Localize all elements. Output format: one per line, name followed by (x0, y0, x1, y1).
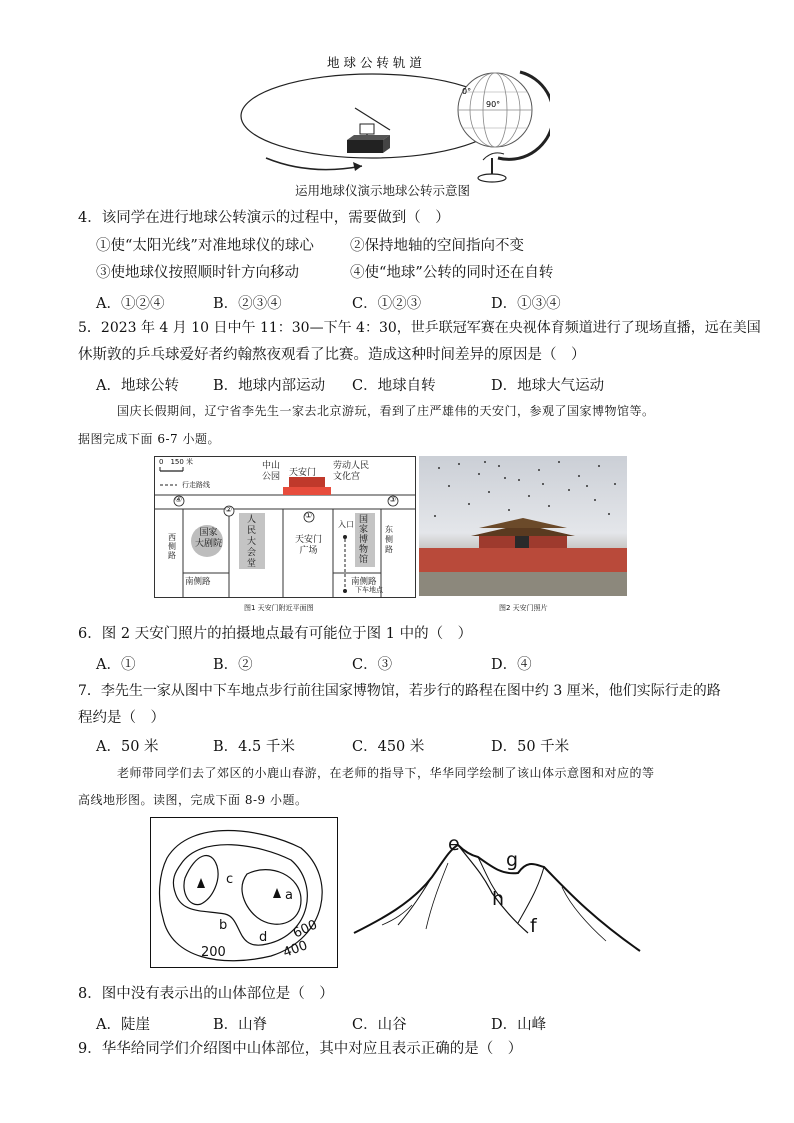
contour-label-600: 600 (290, 917, 320, 942)
q7-option-c[interactable]: C．450 米 (352, 739, 425, 755)
map-museum: 国 家 博 物 馆 (359, 515, 369, 565)
q8-option-b[interactable]: B．山脊 (213, 1017, 268, 1033)
q5-line-1: 5．2023 年 4 月 10 日中午 11：30—下午 4：30，世乒联冠军赛在央视体育频道进行了现场直播，远在美国 (78, 320, 761, 336)
q5-option-b[interactable]: B．地球内部运动 (213, 378, 326, 394)
map-west-road: 西 侧 路 (168, 533, 176, 560)
q8-option-c[interactable]: C．山谷 (352, 1017, 407, 1033)
q6-option-d[interactable]: D．④ (491, 657, 532, 673)
tiananmen-photo (419, 456, 627, 596)
contour-label-d: d (259, 930, 268, 945)
q8-stem: 8．图中没有表示出的山体部位是（ ） (78, 986, 334, 1002)
mountain-label-e: e (448, 833, 460, 855)
lamp-icon (360, 124, 374, 134)
lamp-base (347, 140, 383, 153)
q7-option-b[interactable]: B．4.5 千米 (213, 739, 295, 755)
mountain-label-f: f (530, 915, 537, 937)
q7-line-1: 7．李先生一家从图中下车地点步行前往国家博物馆，若步行的路程在图中约 3 厘米，他们实际行走的路 (78, 683, 721, 699)
q4-option-a[interactable]: A．①②④ (96, 296, 165, 312)
mountain-label-g: g (506, 849, 519, 871)
intro67-line-1: 国庆长假期间，辽宁省李先生一家去北京游玩，看到了庄严雄伟的天安门，参观了国家博物馆等。 (117, 404, 655, 418)
map-laodong: 劳动人民 文化宫 (333, 461, 370, 482)
q6-option-c[interactable]: C．③ (352, 657, 393, 673)
q7-option-d[interactable]: D．50 千米 (491, 739, 570, 755)
intro89-line-1: 老师带同学们去了郊区的小鹿山春游，在老师的指导下，华华同学绘制了该山体示意图和对应的等 (117, 766, 655, 780)
contour-label-400: 400 (281, 938, 310, 961)
map-walk-route-legend: 行走路线 (182, 481, 210, 489)
contour-map (150, 817, 338, 968)
orbit-figure (230, 50, 550, 195)
mountain-label-h: h (492, 888, 505, 910)
map-tiananmen: 天安门 (289, 468, 317, 478)
q7-option-a[interactable]: A．50 米 (96, 739, 159, 755)
map-point-3: ③ (389, 495, 397, 504)
q4-stem: 4．该同学在进行地球公转演示的过程中，需要做到（ ） (78, 210, 450, 226)
q4-statement-4: ④使“地球”公转的同时还在自转 (350, 265, 554, 281)
orbit-diagram (230, 50, 550, 195)
globe-icon (458, 72, 550, 182)
peak-marker-icon (197, 878, 205, 888)
q8-option-d[interactable]: D．山峰 (491, 1017, 547, 1033)
deg90-label: 90° (486, 100, 501, 109)
contour-label-a: a (285, 888, 293, 903)
q6-option-a[interactable]: A．① (96, 657, 136, 673)
map-theatre: 国家 大剧院 (195, 528, 223, 549)
q4-option-d[interactable]: D．①③④ (491, 296, 561, 312)
peak-marker-icon (273, 888, 281, 898)
map-point-2: ② (225, 505, 233, 514)
deg0-label: 0° (462, 87, 472, 96)
caption-fig1: 图1 天安门附近平面图 (244, 604, 314, 612)
pigeons (434, 461, 616, 517)
map-entrance: 入口 (338, 520, 354, 529)
q6-option-b[interactable]: B．② (213, 657, 253, 673)
contour-label-b: b (219, 918, 228, 933)
mountain-sketch (352, 833, 642, 959)
map-point-1: ① (305, 511, 313, 520)
map-zhongshan: 中山 公园 (262, 461, 281, 482)
q5-option-a[interactable]: A．地球公转 (96, 378, 179, 394)
orbit-label: 地 球 公 转 轨 道 (327, 55, 422, 70)
arrow-head-icon (353, 162, 362, 171)
q5-option-d[interactable]: D．地球大气运动 (491, 378, 605, 394)
q7-line-2: 程约是（ ） (78, 710, 165, 726)
q4-statement-1: ①使“太阳光线”对准地球仪的球心 (96, 238, 314, 254)
map-south-road-east: 南侧路 (351, 577, 377, 587)
q6-stem: 6．图 2 天安门照片的拍摄地点最有可能位于图 1 中的（ ） (78, 626, 473, 642)
q5-option-c[interactable]: C．地球自转 (352, 378, 436, 394)
intro89-line-2: 高线地形图。读图，完成下面 8-9 小题。 (78, 793, 308, 807)
map-dropoff: 下车地点 (355, 586, 383, 594)
map-east-road: 东 侧 路 (385, 525, 393, 554)
map-point-4: ④ (175, 495, 183, 504)
q4-statement-2: ②保持地轴的空间指向不变 (350, 238, 524, 254)
q9-stem: 9．华华给同学们介绍图中山体部位，其中对应且表示正确的是（ ） (78, 1041, 523, 1057)
contour-drawing (151, 818, 337, 967)
caption-fig2: 图2 天安门照片 (499, 604, 548, 612)
q5-line-2: 休斯敦的乒乓球爱好者约翰熬夜观看了比赛。造成这种时间差异的原因是（ ） (78, 347, 586, 363)
gate-wall (419, 548, 627, 572)
contour-label-c: c (226, 872, 234, 887)
direction-arrow (266, 158, 362, 170)
map-south-road-west: 南侧路 (185, 577, 211, 587)
q4-option-c[interactable]: C．①②③ (352, 296, 422, 312)
map-square: 天安门 广场 (295, 535, 323, 556)
intro67-line-2: 据图完成下面 6-7 小题。 (78, 432, 220, 446)
orbit-caption: 运用地球仪演示地球公转示意图 (295, 183, 471, 198)
q8-option-a[interactable]: A．陡崖 (96, 1017, 150, 1033)
tiananmen-map (154, 456, 416, 598)
map-scale: 0 150 米 (159, 458, 194, 466)
contour-label-200: 200 (201, 945, 226, 960)
photo-drawing (419, 456, 627, 596)
q4-statement-3: ③使地球仪按照顺时针方向移动 (96, 265, 299, 281)
map-hall: 人 民 大 会 堂 (247, 515, 257, 569)
q4-option-b[interactable]: B．②③④ (213, 296, 282, 312)
